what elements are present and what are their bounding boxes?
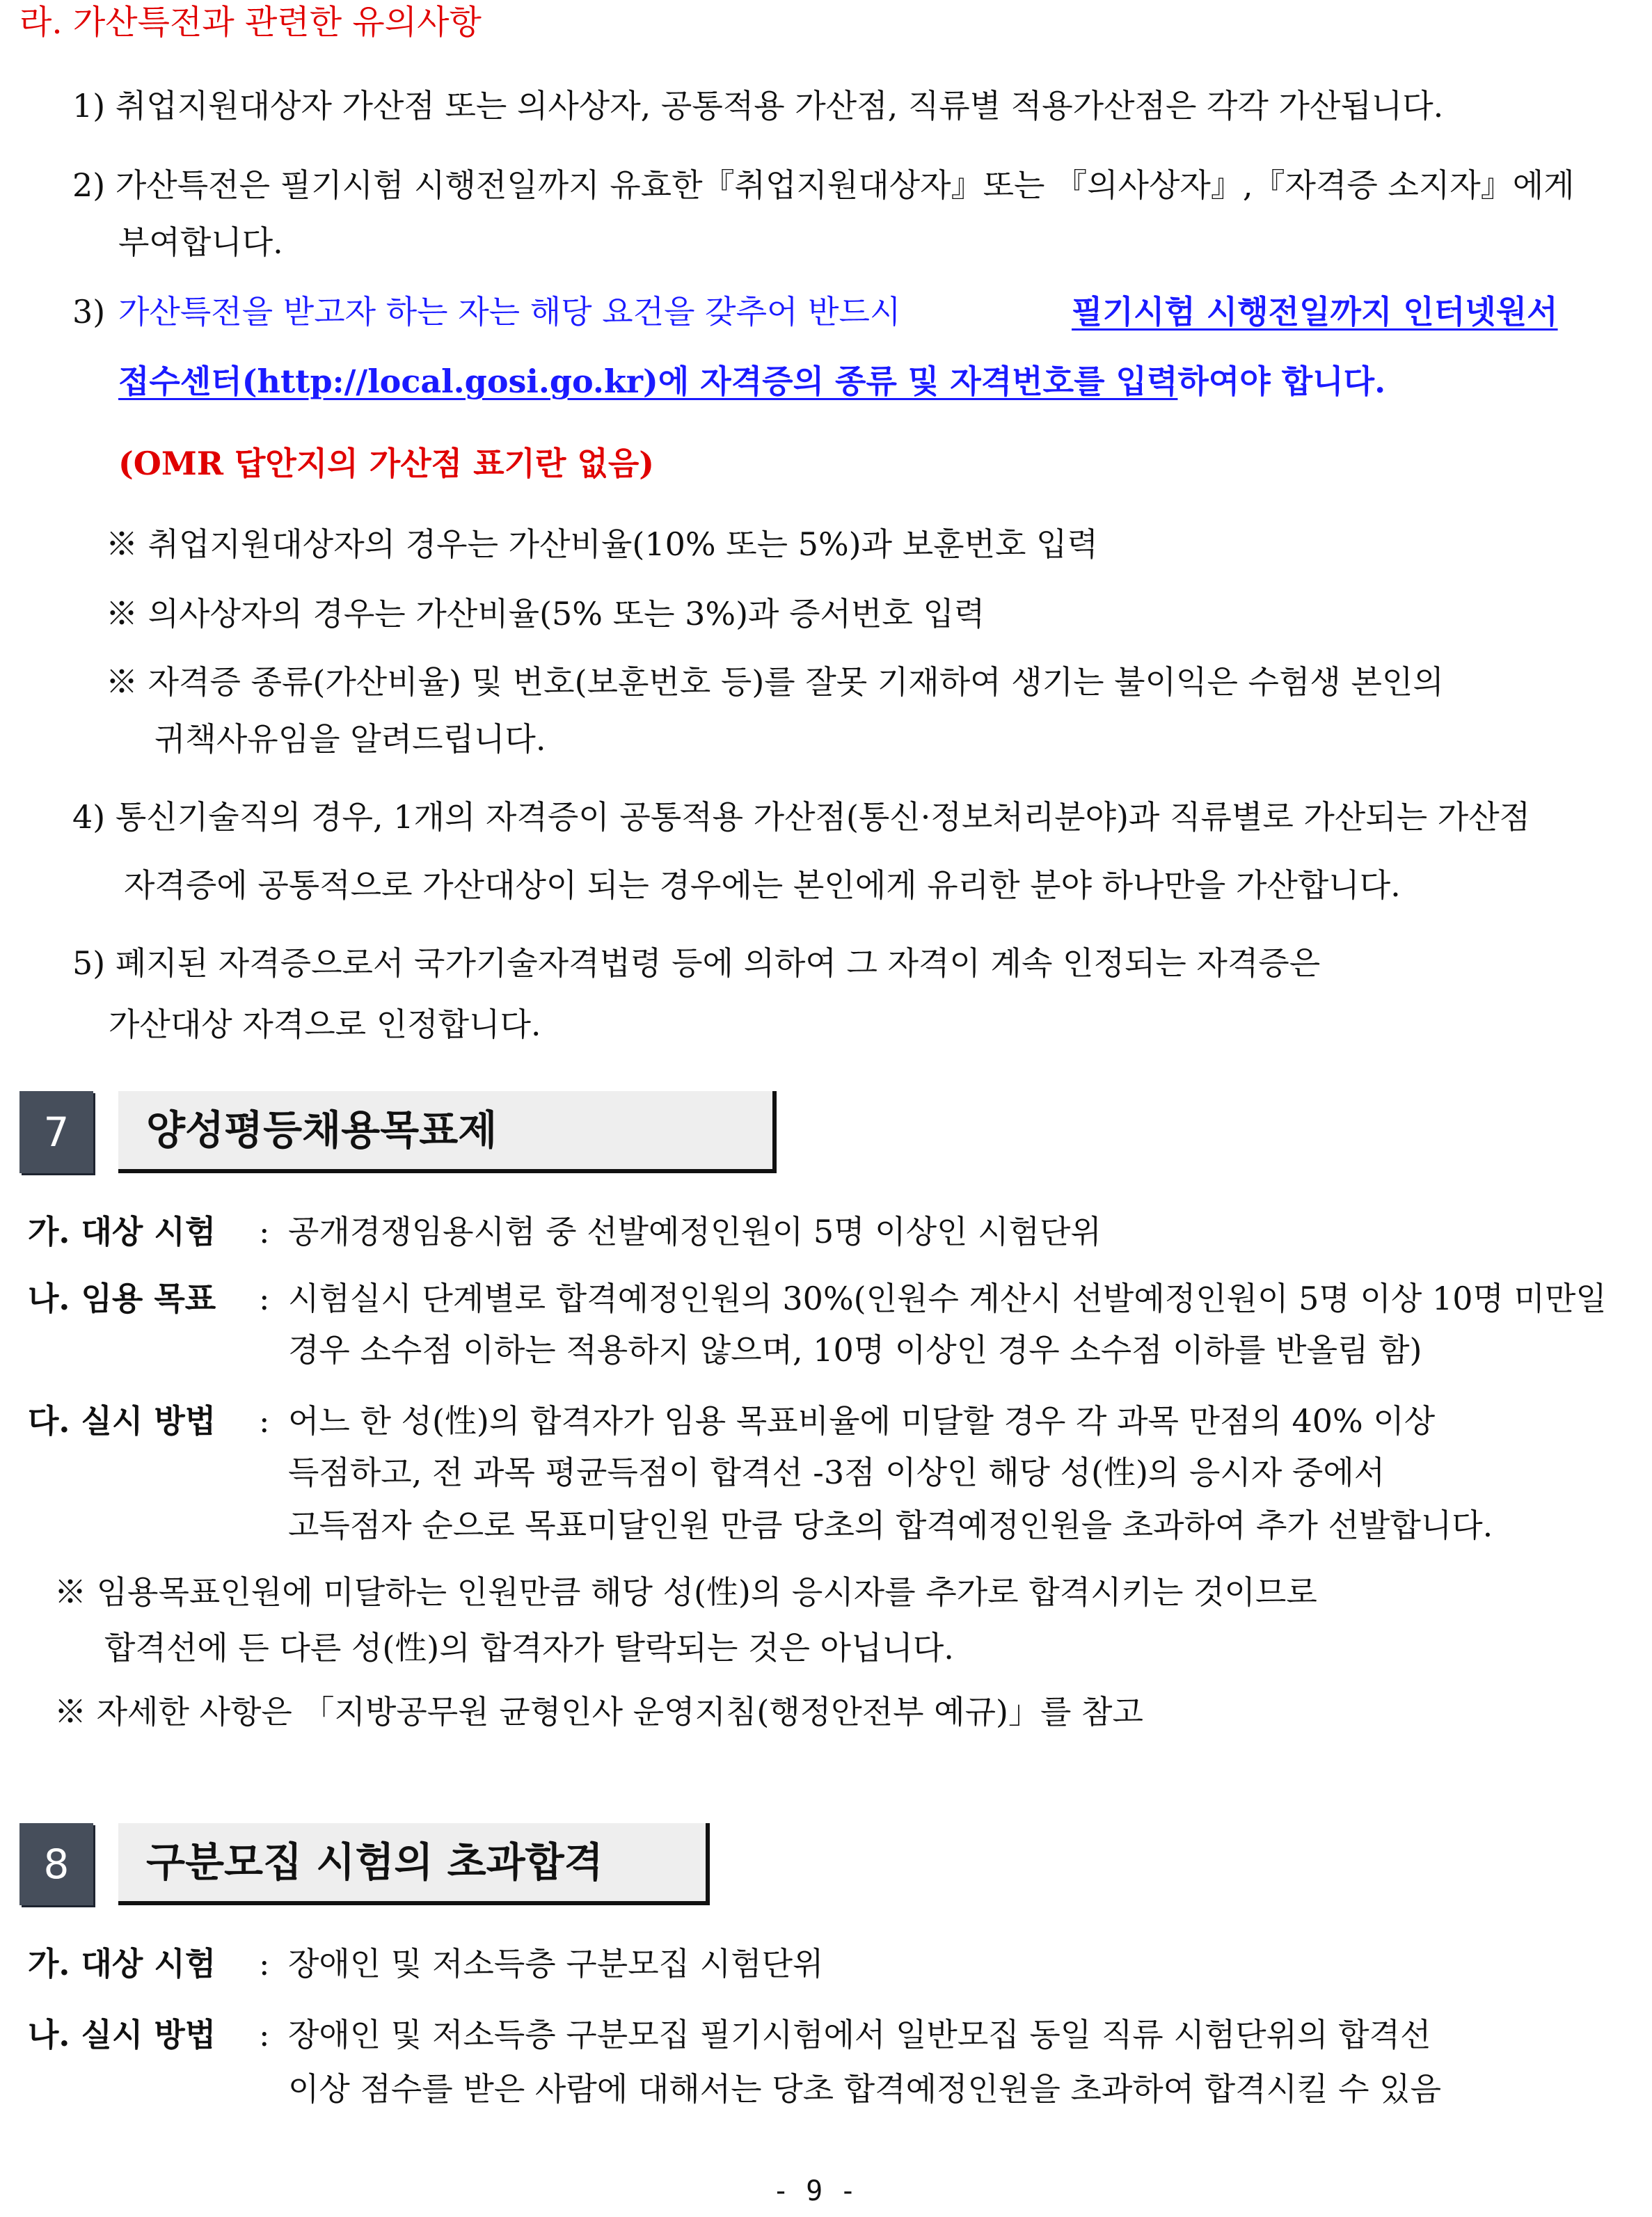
item-2-line-2: 부여합니다. (118, 223, 283, 261)
item-3-line-2-underlined: 접수센터(http://local.gosi.go.kr)에 자격증의 종류 및 자격번호를 입력 (118, 363, 1178, 400)
s7-method-line-1: 어느 한 성(性)의 합격자가 임용 목표비율에 미달할 경우 각 과목 만점의 40% 이상 (288, 1402, 1436, 1440)
s7-note-2: ※ 자세한 사항은 「지방공무원 균형인사 운영지침(행정안전부 예규)」를 참고 (54, 1693, 1143, 1731)
s8-method-line-2: 이상 점수를 받은 사람에 대해서는 당초 합격예정인원을 초과하여 합격시킬 수 있음 (288, 2070, 1442, 2108)
item-2-line-1: 2) 가산특전은 필기시험 시행전일까지 유효한『취업지원대상자』또는 『의사상자』,『자격증 소지자』에게 (72, 166, 1575, 204)
item-3-line-2 (118, 360, 1385, 402)
section-8-title: 구분모집 시험의 초과합격 (118, 1823, 710, 1905)
section-ra-heading: 라. 가산특전과 관련한 유의사항 (19, 3, 482, 42)
note-3-line-1: ※ 자격증 종류(가산비율) 및 번호(보훈번호 등)를 잘못 기재하여 생기는 불이익은 수험생 본인의 (106, 663, 1444, 701)
s7-target-line-1: 공개경쟁임용시험 중 선발예정인원이 5명 이상인 시험단위 (288, 1213, 1102, 1250)
note-3-line-2: 귀책사유임을 알려드립니다. (154, 720, 546, 758)
item-3-line-1-text: 가산특전을 받고자 하는 자는 해당 요건을 갖추어 반드시 (118, 293, 901, 331)
section-8-number: 8 (19, 1823, 93, 1905)
s8-colon-2: : (259, 2016, 270, 2053)
s7-colon-2: : (259, 1280, 270, 1317)
s8-label-method: 나. 실시 방법 (28, 2016, 216, 2053)
s8-colon-1: : (259, 1945, 270, 1982)
item-5-line-1: 5) 폐지된 자격증으로서 국가기술자격법령 등에 의하여 그 자격이 계속 인정되는 자격증은 (72, 944, 1321, 982)
s7-note-1-line-2: 합격선에 든 다른 성(性)의 합격자가 탈락되는 것은 아닙니다. (104, 1629, 954, 1667)
s7-label-method: 다. 실시 방법 (28, 1402, 216, 1440)
section-7-title: 양성평등채용목표제 (118, 1091, 777, 1173)
note-1: ※ 취업지원대상자의 경우는 가산비율(10% 또는 5%)과 보훈번호 입력 (106, 525, 1098, 563)
s7-colon-1: : (259, 1213, 270, 1250)
item-3-line-2-rest: 하여야 합니다. (1177, 363, 1386, 400)
page-number: - 9 - (772, 2175, 857, 2207)
item-3-prefix: 3) (72, 293, 106, 331)
s8-target-line-1: 장애인 및 저소득층 구분모집 시험단위 (288, 1945, 824, 1982)
item-4-line-2: 자격증에 공통적으로 가산대상이 되는 경우에는 본인에게 유리한 분야 하나만을 가산합니다. (124, 866, 1401, 904)
s7-note-1-line-1: ※ 임용목표인원에 미달하는 인원만큼 해당 성(性)의 응시자를 추가로 합격시키는 것이므로 (54, 1573, 1317, 1611)
s7-label-goal: 나. 임용 목표 (28, 1280, 216, 1317)
item-5-line-2: 가산대상 자격으로 인정합니다. (109, 1006, 541, 1043)
item-1: 1) 취업지원대상자 가산점 또는 의사상자, 공통적용 가산점, 직류별 적용가산점은 각각 가산됩니다. (72, 87, 1444, 125)
s7-method-line-3: 고득점자 순으로 목표미달인원 만큼 당초의 합격예정인원을 초과하여 추가 선발합니다. (288, 1507, 1493, 1544)
item-3-line-1-underlined: 필기시험 시행전일까지 인터넷원서 (1072, 293, 1558, 331)
note-2: ※ 의사상자의 경우는 가산비율(5% 또는 3%)과 증서번호 입력 (106, 595, 985, 633)
s8-label-target: 가. 대상 시험 (28, 1945, 216, 1982)
s7-colon-3: : (259, 1402, 270, 1440)
s7-goal-line-1: 시험실시 단계별로 합격예정인원의 30%(인원수 계산시 선발예정인원이 5명 이상 10명 미만일 (288, 1280, 1607, 1317)
s7-goal-line-2: 경우 소수점 이하는 적용하지 않으며, 10명 이상인 경우 소수점 이하를 반올림 함) (288, 1331, 1422, 1369)
omr-note: (OMR 답안지의 가산점 표기란 없음) (118, 445, 655, 482)
s7-label-target: 가. 대상 시험 (28, 1213, 216, 1250)
s8-method-line-1: 장애인 및 저소득층 구분모집 필기시험에서 일반모집 동일 직류 시험단위의 합격선 (288, 2016, 1431, 2053)
section-7-number: 7 (19, 1091, 93, 1173)
s7-method-line-2: 득점하고, 전 과목 평균득점이 합격선 -3점 이상인 해당 성(性)의 응시자 중에서 (288, 1454, 1385, 1491)
item-4-line-1: 4) 통신기술직의 경우, 1개의 자격증이 공통적용 가산점(통신·정보처리분야)과 직류별로 가산되는 가산점 (72, 798, 1531, 836)
